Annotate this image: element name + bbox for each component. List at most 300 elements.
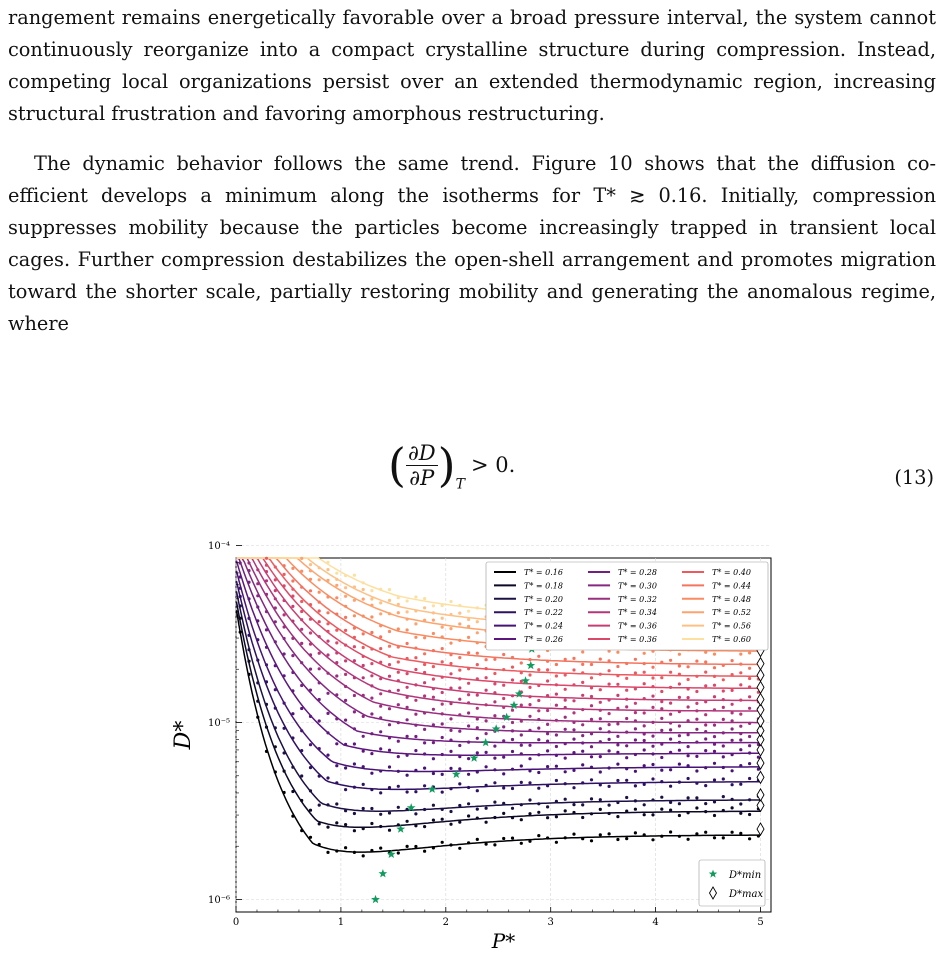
data-point xyxy=(291,736,294,739)
data-point xyxy=(678,710,681,713)
data-point xyxy=(353,659,356,662)
data-point xyxy=(458,847,461,850)
data-point xyxy=(555,745,558,748)
dmax-diamond-marker xyxy=(757,823,764,835)
data-point xyxy=(493,745,496,748)
data-point xyxy=(283,625,286,628)
data-point xyxy=(467,724,470,727)
legend-label: T* = 0.44 xyxy=(712,581,751,591)
data-point xyxy=(695,728,698,731)
data-point xyxy=(660,676,663,679)
data-point xyxy=(318,578,321,581)
data-point xyxy=(379,647,382,650)
data-point xyxy=(318,591,321,594)
data-point xyxy=(344,659,347,662)
data-point xyxy=(467,773,470,776)
data-point xyxy=(739,748,742,751)
data-point xyxy=(616,683,619,686)
data-point xyxy=(291,579,294,582)
data-point xyxy=(309,631,312,634)
data-point xyxy=(379,813,382,816)
data-point xyxy=(239,617,242,620)
data-point xyxy=(379,847,382,850)
legend-label: T* = 0.36 xyxy=(618,635,657,644)
data-point xyxy=(599,833,602,836)
data-point xyxy=(634,770,637,773)
data-point xyxy=(476,737,479,740)
data-point xyxy=(669,785,672,788)
data-point xyxy=(247,581,250,584)
data-point xyxy=(432,772,435,775)
data-point xyxy=(274,565,277,568)
data-point xyxy=(485,732,488,735)
data-point xyxy=(608,669,611,672)
data-point xyxy=(397,603,400,606)
data-point xyxy=(581,750,584,753)
data-point xyxy=(406,845,409,848)
data-point xyxy=(318,775,321,778)
paragraph-1 xyxy=(8,2,936,130)
data-point xyxy=(528,757,531,760)
data-point xyxy=(458,656,461,659)
data-point xyxy=(555,800,558,803)
legend-label: D*max xyxy=(729,889,764,900)
data-point xyxy=(414,749,417,752)
data-point xyxy=(748,798,751,801)
data-point xyxy=(344,605,347,608)
data-point xyxy=(572,803,575,806)
data-point xyxy=(476,726,479,729)
data-point xyxy=(441,703,444,706)
data-point xyxy=(687,796,690,799)
data-point xyxy=(441,676,444,679)
data-point xyxy=(362,827,365,830)
text-line: rangement remains energetically favorable over a broad pressure interval, the system cannot xyxy=(8,6,936,29)
data-point xyxy=(476,717,479,720)
data-point xyxy=(300,600,303,603)
data-point xyxy=(537,771,540,774)
data-point xyxy=(362,694,365,697)
legend-temperatures xyxy=(486,562,768,650)
data-point xyxy=(432,757,435,760)
data-point xyxy=(326,653,329,656)
data-point xyxy=(326,731,329,734)
data-point xyxy=(309,715,312,718)
data-point xyxy=(239,604,242,607)
data-point xyxy=(309,743,312,746)
data-point xyxy=(634,831,637,834)
legend-label: T* = 0.26 xyxy=(524,635,563,644)
data-point xyxy=(388,645,391,648)
data-point xyxy=(625,731,628,734)
data-point xyxy=(256,619,259,622)
data-point xyxy=(458,782,461,785)
data-point xyxy=(300,749,303,752)
legend-label: T* = 0.36 xyxy=(618,621,657,631)
legend-extrema xyxy=(699,860,765,906)
data-point xyxy=(555,754,558,757)
data-point xyxy=(274,640,277,643)
data-point xyxy=(247,561,250,564)
data-point xyxy=(283,564,286,567)
data-point xyxy=(449,687,452,690)
data-point xyxy=(722,744,725,747)
data-point xyxy=(335,641,338,644)
data-point xyxy=(362,664,365,667)
data-point xyxy=(520,842,523,845)
data-point xyxy=(326,622,329,625)
data-point xyxy=(458,622,461,625)
text-line: suppresses mobility because the particles become increasingly trapped in transient local xyxy=(8,216,936,239)
dmax-diamond-marker xyxy=(757,693,764,705)
data-point xyxy=(239,587,242,590)
data-point xyxy=(616,815,619,818)
data-point xyxy=(731,806,734,809)
data-point xyxy=(581,734,584,737)
data-point xyxy=(669,801,672,804)
data-point xyxy=(713,695,716,698)
data-point xyxy=(590,695,593,698)
data-point xyxy=(555,704,558,707)
data-point xyxy=(414,647,417,650)
data-point xyxy=(493,672,496,675)
data-point xyxy=(397,689,400,692)
data-point xyxy=(643,764,646,767)
data-point xyxy=(590,732,593,735)
equation-number: (13) xyxy=(894,466,934,489)
data-point xyxy=(458,639,461,642)
data-point xyxy=(335,572,338,575)
data-point xyxy=(485,807,488,810)
data-point xyxy=(283,727,286,730)
data-point xyxy=(414,668,417,671)
data-point xyxy=(318,620,321,623)
data-point xyxy=(309,578,312,581)
data-point xyxy=(616,707,619,710)
data-point xyxy=(651,695,654,698)
data-point xyxy=(739,812,742,815)
data-point xyxy=(432,611,435,614)
data-point xyxy=(590,778,593,781)
text-line: The dynamic behavior follows the same trend. Figure 10 shows that the diffusion co- xyxy=(34,152,936,175)
data-point xyxy=(713,708,716,711)
data-point xyxy=(414,824,417,827)
data-point xyxy=(493,781,496,784)
data-point xyxy=(643,711,646,714)
data-point xyxy=(485,719,488,722)
data-point xyxy=(414,636,417,639)
data-point xyxy=(704,810,707,813)
data-point xyxy=(731,673,734,676)
data-point xyxy=(379,624,382,627)
extrema-markers xyxy=(371,612,764,903)
data-point xyxy=(739,653,742,656)
data-point xyxy=(581,650,584,653)
data-point xyxy=(379,661,382,664)
data-point xyxy=(739,713,742,716)
data-point xyxy=(546,749,549,752)
data-point xyxy=(388,829,391,832)
data-point xyxy=(643,652,646,655)
data-point xyxy=(414,595,417,598)
data-point xyxy=(511,837,514,840)
data-point xyxy=(572,769,575,772)
data-point xyxy=(608,749,611,752)
data-point xyxy=(476,663,479,666)
data-point xyxy=(643,662,646,665)
data-point xyxy=(581,781,584,784)
x-axis-label: P* xyxy=(491,929,516,953)
data-point xyxy=(748,777,751,780)
data-point xyxy=(581,803,584,806)
data-point xyxy=(476,789,479,792)
paragraph-2 xyxy=(8,148,936,340)
data-point xyxy=(423,694,426,697)
data-point xyxy=(704,784,707,787)
data-point xyxy=(335,578,338,581)
data-point xyxy=(344,743,347,746)
data-point xyxy=(300,829,303,832)
data-point xyxy=(660,700,663,703)
data-point xyxy=(687,705,690,708)
data-point xyxy=(731,689,734,692)
data-point xyxy=(344,595,347,598)
data-point xyxy=(247,617,250,620)
data-point xyxy=(581,741,584,744)
data-point xyxy=(432,741,435,744)
data-point xyxy=(344,809,347,812)
data-point xyxy=(555,683,558,686)
data-point xyxy=(555,733,558,736)
data-point xyxy=(625,717,628,720)
data-point xyxy=(651,676,654,679)
data-point xyxy=(362,598,365,601)
data-point xyxy=(423,619,426,622)
data-point xyxy=(528,812,531,815)
data-point xyxy=(379,705,382,708)
data-point xyxy=(449,823,452,826)
data-point xyxy=(335,849,338,852)
data-point xyxy=(291,620,294,623)
data-point xyxy=(397,785,400,788)
data-point xyxy=(493,843,496,846)
data-point xyxy=(687,687,690,690)
data-point xyxy=(432,604,435,607)
data-point xyxy=(318,698,321,701)
data-point xyxy=(687,777,690,780)
data-point xyxy=(362,807,365,810)
data-point xyxy=(388,588,391,591)
data-point xyxy=(722,777,725,780)
data-point xyxy=(669,728,672,731)
legend-label: T* = 0.32 xyxy=(618,594,657,604)
data-point xyxy=(449,702,452,705)
data-point xyxy=(326,611,329,614)
data-point xyxy=(485,765,488,768)
data-point xyxy=(511,768,514,771)
data-point xyxy=(546,765,549,768)
data-point xyxy=(326,803,329,806)
data-point xyxy=(625,662,628,665)
data-point xyxy=(449,642,452,645)
data-point xyxy=(274,707,277,710)
data-point xyxy=(414,845,417,848)
data-point xyxy=(397,596,400,599)
data-point xyxy=(704,651,707,654)
data-point xyxy=(414,609,417,612)
data-point xyxy=(283,770,286,773)
data-point xyxy=(572,699,575,702)
data-point xyxy=(441,773,444,776)
data-point xyxy=(546,784,549,787)
data-point xyxy=(590,704,593,707)
data-point xyxy=(362,783,365,786)
data-point xyxy=(414,713,417,716)
data-point xyxy=(572,721,575,724)
data-point xyxy=(660,717,663,720)
data-point xyxy=(520,781,523,784)
data-point xyxy=(643,682,646,685)
data-point xyxy=(300,642,303,645)
data-point xyxy=(660,808,663,811)
data-point xyxy=(318,804,321,807)
data-point xyxy=(695,718,698,721)
data-point xyxy=(441,647,444,650)
equation-subscript: T xyxy=(455,476,465,493)
data-point xyxy=(476,641,479,644)
data-point xyxy=(476,707,479,710)
data-point xyxy=(713,684,716,687)
data-point xyxy=(660,835,663,838)
data-point xyxy=(309,653,312,656)
data-point xyxy=(256,716,259,719)
data-point xyxy=(432,665,435,668)
data-point xyxy=(695,660,698,663)
text-line: structural frustration and favoring amorphous restructuring. xyxy=(8,102,605,125)
data-point xyxy=(704,671,707,674)
data-point xyxy=(423,636,426,639)
data-point xyxy=(335,674,338,677)
data-point xyxy=(608,785,611,788)
data-point xyxy=(397,611,400,614)
data-point xyxy=(406,628,409,631)
data-point xyxy=(291,567,294,570)
data-point xyxy=(572,711,575,714)
data-point xyxy=(449,787,452,790)
data-point xyxy=(406,686,409,689)
data-point xyxy=(441,808,444,811)
data-point xyxy=(370,647,373,650)
data-point xyxy=(748,751,751,754)
data-point xyxy=(546,709,549,712)
data-point xyxy=(353,829,356,832)
data-point xyxy=(274,606,277,609)
data-point xyxy=(283,573,286,576)
data-point xyxy=(467,610,470,613)
data-point xyxy=(555,663,558,666)
data-point xyxy=(581,763,584,766)
data-point xyxy=(309,589,312,592)
dmax-diamond-marker xyxy=(757,715,764,727)
legend-label: T* = 0.30 xyxy=(618,581,657,591)
data-point xyxy=(265,579,268,582)
data-point xyxy=(643,697,646,700)
data-point xyxy=(651,745,654,748)
data-point xyxy=(406,657,409,660)
data-point xyxy=(458,804,461,807)
data-point xyxy=(300,586,303,589)
legend-label: T* = 0.40 xyxy=(712,568,751,577)
data-point xyxy=(608,812,611,815)
data-point xyxy=(748,695,751,698)
data-point xyxy=(449,627,452,630)
data-point xyxy=(695,832,698,835)
data-point xyxy=(309,563,312,566)
data-point xyxy=(485,658,488,661)
data-point xyxy=(546,679,549,682)
data-point xyxy=(388,723,391,726)
data-point xyxy=(485,751,488,754)
data-point xyxy=(669,702,672,705)
data-point xyxy=(572,786,575,789)
data-point xyxy=(353,727,356,730)
data-point xyxy=(511,787,514,790)
data-point xyxy=(678,734,681,737)
text-line: cages. Further compression destabilizes the open-shell arrangement and promotes migration xyxy=(8,248,936,271)
data-point xyxy=(731,769,734,772)
data-point xyxy=(660,729,663,732)
data-point xyxy=(388,765,391,768)
data-point xyxy=(722,698,725,701)
data-point xyxy=(678,664,681,667)
data-point xyxy=(423,671,426,674)
data-point xyxy=(467,625,470,628)
data-point xyxy=(537,802,540,805)
data-point xyxy=(353,694,356,697)
data-point xyxy=(687,838,690,841)
data-point xyxy=(467,814,470,817)
dmax-diamond-marker xyxy=(757,658,764,670)
data-point xyxy=(634,711,637,714)
data-point xyxy=(388,786,391,789)
data-point xyxy=(678,724,681,727)
data-point xyxy=(651,752,654,755)
data-point xyxy=(274,664,277,667)
data-point xyxy=(291,815,294,818)
data-point xyxy=(326,672,329,675)
data-point xyxy=(678,763,681,766)
data-point xyxy=(406,642,409,645)
data-point xyxy=(748,677,751,680)
data-point xyxy=(537,709,540,712)
data-point xyxy=(370,752,373,755)
data-point xyxy=(370,631,373,634)
data-point xyxy=(397,823,400,826)
data-point xyxy=(502,837,505,840)
data-point xyxy=(441,691,444,694)
data-point xyxy=(335,584,338,587)
data-point xyxy=(520,704,523,707)
data-point xyxy=(739,783,742,786)
data-point xyxy=(713,666,716,669)
data-point xyxy=(608,832,611,835)
data-point xyxy=(414,790,417,793)
data-point xyxy=(458,669,461,672)
data-point xyxy=(449,729,452,732)
data-point xyxy=(739,732,742,735)
data-point xyxy=(344,823,347,826)
data-point xyxy=(731,739,734,742)
